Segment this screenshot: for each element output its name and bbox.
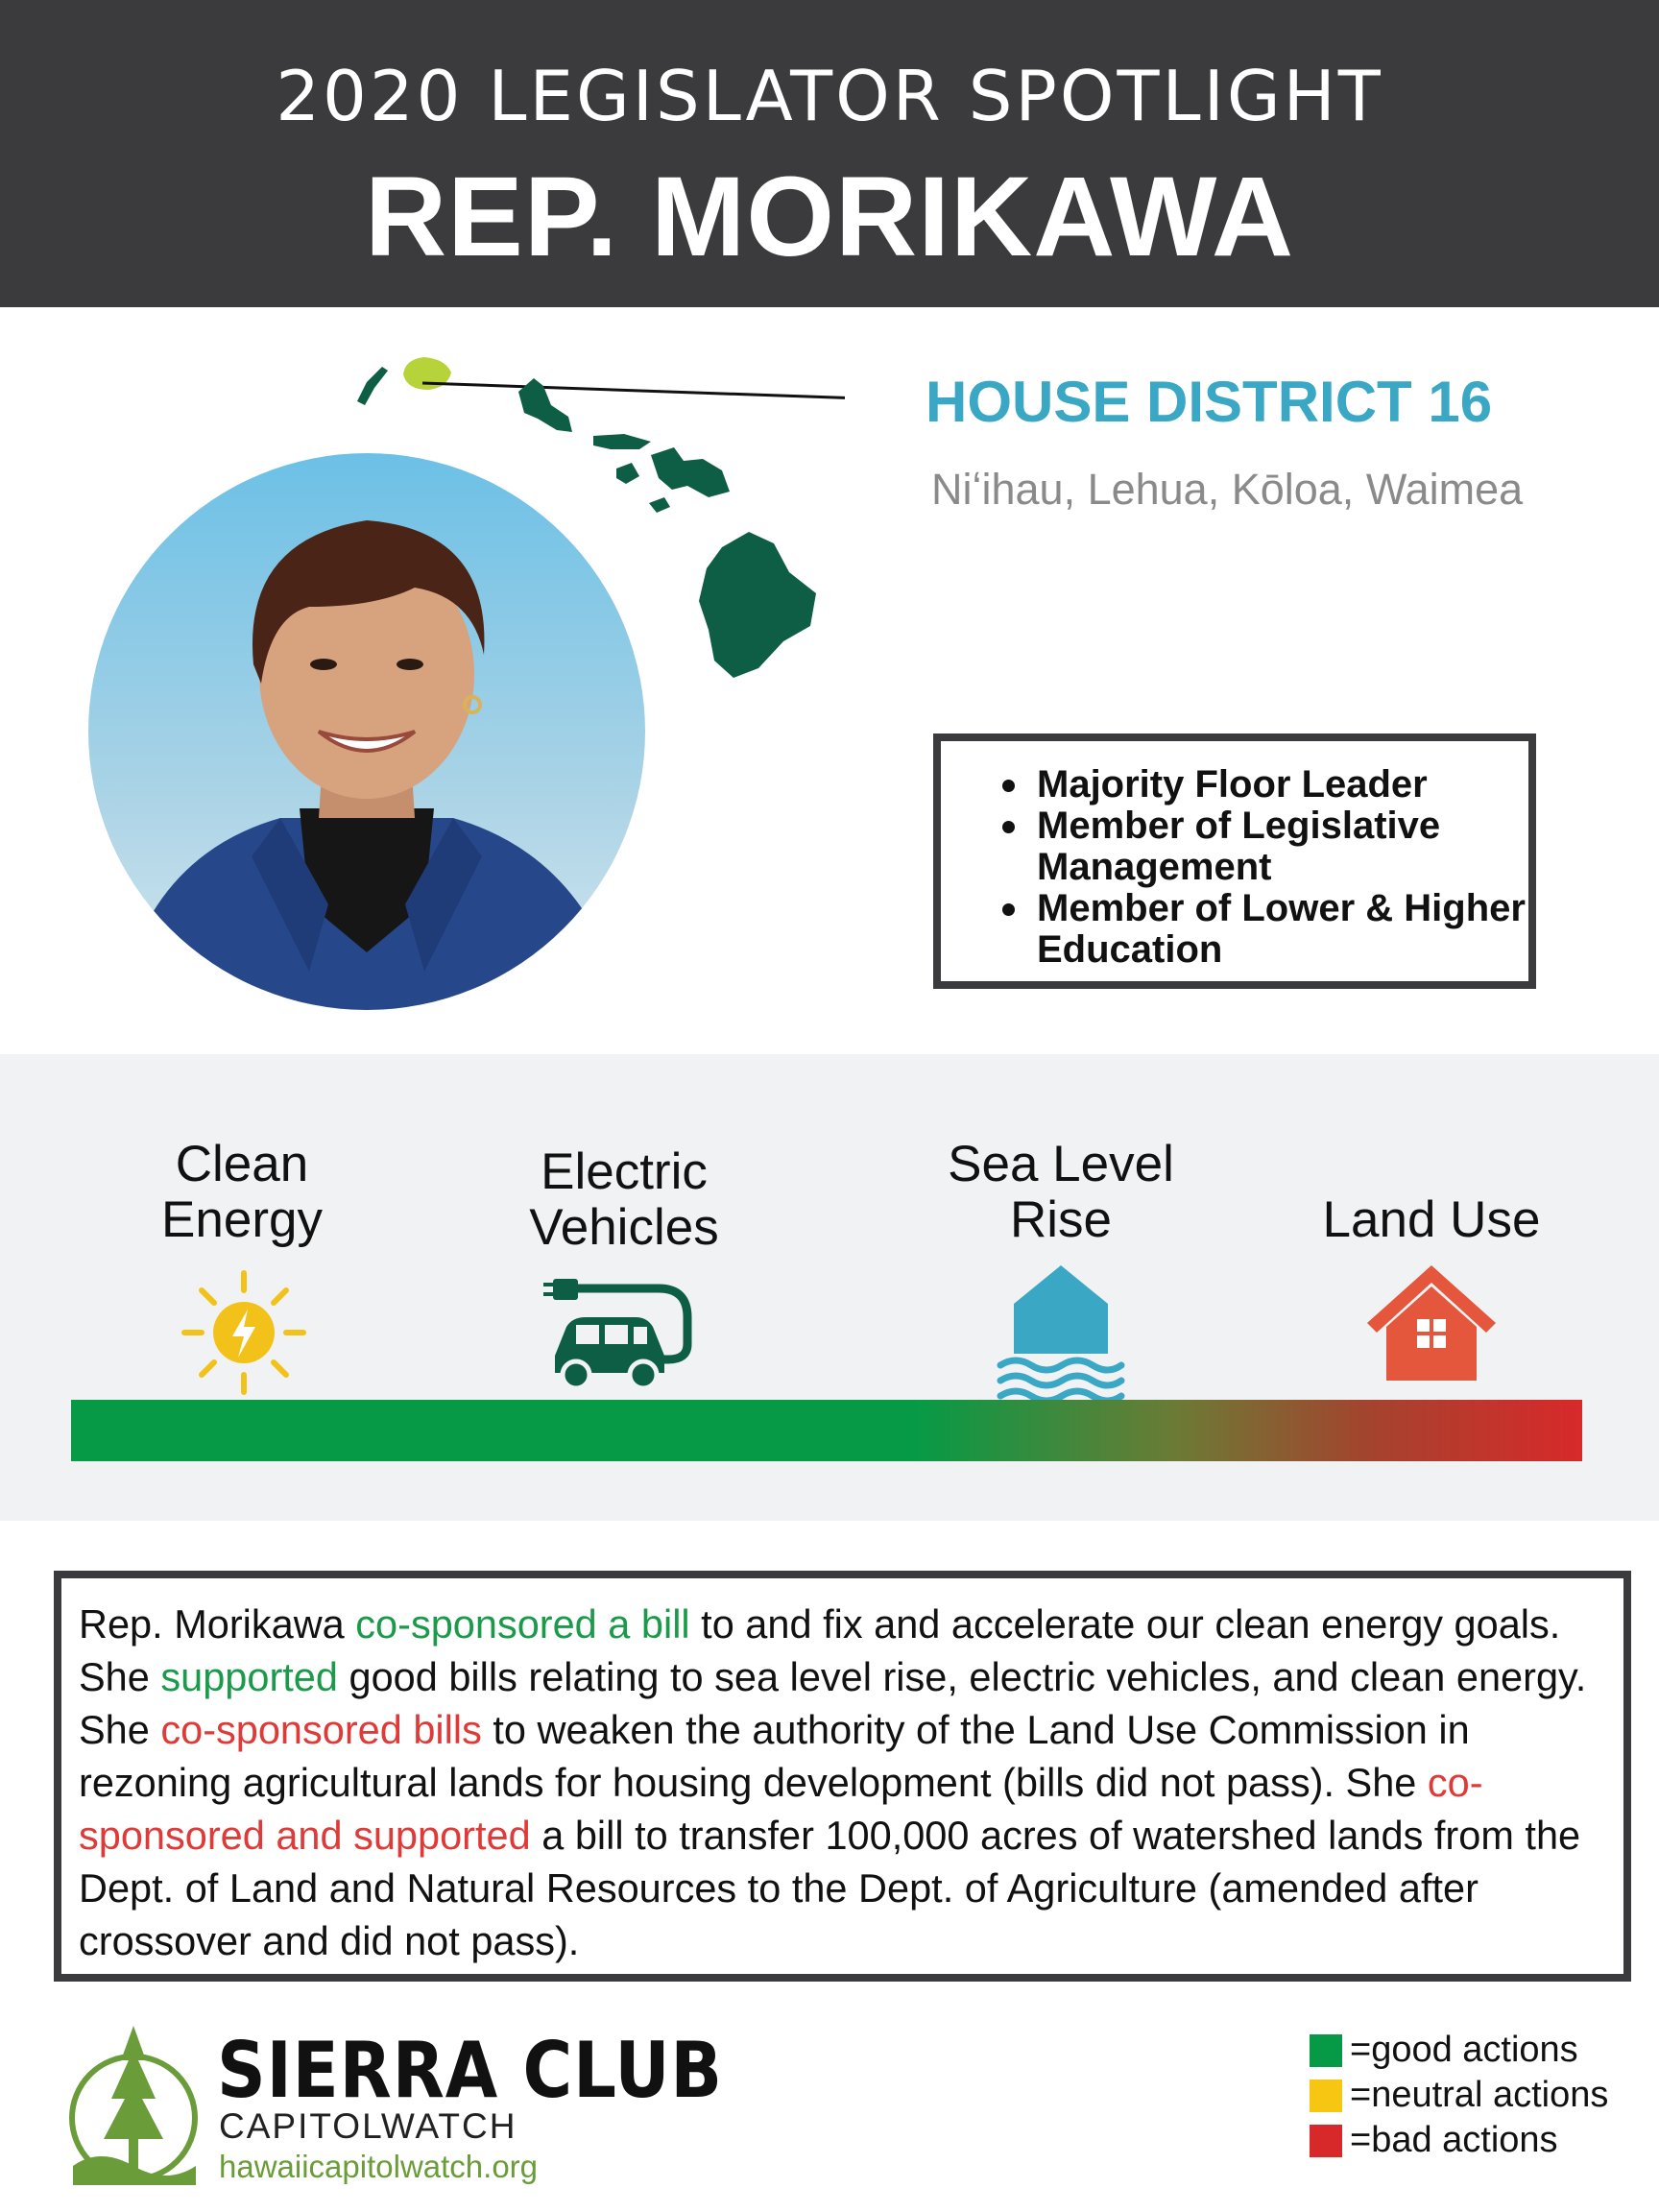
roles-list — [941, 741, 1528, 971]
legend-label: =neutral actions — [1350, 2075, 1609, 2115]
rating-gradient-bar — [71, 1400, 1582, 1461]
bad-action-highlight: co-sponsored bills — [160, 1707, 482, 1752]
issue-label-sea-level-rise: Sea Level Rise — [948, 1136, 1174, 1248]
org-name: SIERRA CLUB — [217, 2026, 723, 2115]
lanai-island — [616, 463, 639, 484]
legislator-portrait — [88, 453, 645, 1010]
niihau-island — [357, 367, 388, 405]
good-action-highlight: supported — [160, 1654, 338, 1699]
legend-swatch-neutral — [1310, 2080, 1342, 2112]
issue-label-land-use: Land Use — [1322, 1191, 1541, 1248]
good-action-highlight: co-sponsored a bill — [355, 1601, 690, 1647]
summary-text-segment: Rep. Morikawa — [79, 1601, 356, 1647]
big-island — [699, 532, 816, 678]
org-website-link[interactable]: hawaiicapitolwatch.org — [219, 2149, 539, 2184]
org-subtitle: CAPITOLWATCH — [219, 2106, 517, 2146]
house-icon — [1361, 1260, 1502, 1382]
molokai-island — [593, 434, 651, 449]
bad-action-highlight: co-sponsored and supported — [79, 1760, 1483, 1858]
issue-label-clean-energy: Clean Energy — [161, 1136, 323, 1248]
role-item: Majority Floor Leader — [1037, 764, 1528, 805]
legend-good — [1310, 2028, 1646, 2073]
district-title: HOUSE DISTRICT 16 — [926, 370, 1493, 434]
kahoolawe-island — [649, 497, 670, 513]
summary-text-segment: to and fix and accelerate our clean energy goals. She — [79, 1601, 1561, 1699]
summary-text — [61, 1578, 1623, 1967]
legend-label: =good actions — [1350, 2030, 1578, 2070]
issues-section — [0, 1054, 1659, 1521]
header-banner — [0, 0, 1659, 307]
legend-label: =bad actions — [1350, 2120, 1558, 2160]
district-areas: Niʻihau, Lehua, Kōloa, Waimea — [931, 465, 1524, 514]
legislator-name: REP. MORIKAWA — [364, 154, 1295, 280]
summary-text-segment: good bills relating to sea level rise, electric vehicles, and clean energy. She — [79, 1654, 1587, 1752]
legend-swatch-bad — [1310, 2125, 1342, 2157]
legend-swatch-good — [1310, 2034, 1342, 2067]
flooded-house-icon — [997, 1258, 1125, 1402]
role-item: Member of Legislative Management — [1037, 805, 1528, 888]
summary-text-segment: to weaken the authority of the Land Use Commission in rezoning agricultural lands for housing development (bills did not pass). She — [79, 1707, 1470, 1805]
electric-car-icon — [543, 1260, 703, 1392]
legend — [1310, 2028, 1646, 2163]
summary-box — [54, 1571, 1631, 1982]
issue-label-electric-vehicles: Electric Vehicles — [529, 1143, 719, 1256]
spotlight-kicker: 2020 LEGISLATOR SPOTLIGHT — [276, 56, 1383, 136]
maui-island — [651, 447, 730, 497]
legend-bad — [1310, 2118, 1646, 2163]
role-item: Member of Lower & Higher Education — [1037, 888, 1528, 971]
sierra-club-logo-icon — [61, 2022, 205, 2195]
committee-roles-box — [933, 733, 1536, 989]
summary-text-segment: a bill to transfer 100,000 acres of watershed lands from the Dept. of Land and Natural Resources to the Dept. of Agriculture (amended after crossover and did not pass). — [79, 1813, 1581, 1963]
sun-bolt-icon — [179, 1267, 309, 1398]
legend-neutral — [1310, 2073, 1646, 2118]
district-pointer-line — [422, 383, 845, 399]
